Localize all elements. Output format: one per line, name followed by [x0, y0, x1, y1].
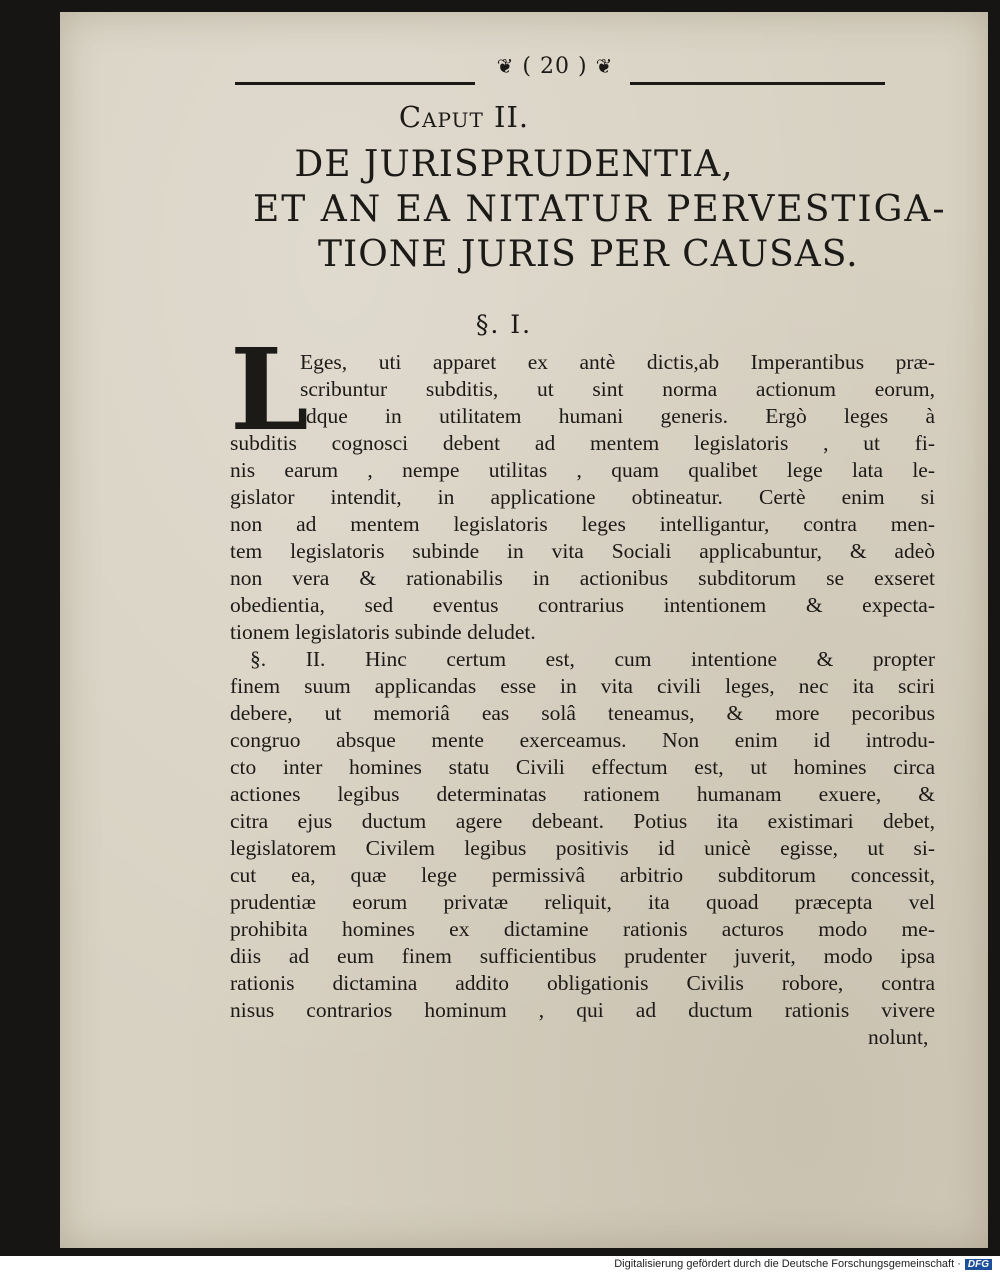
text-line: nis earum , nempe utilitas , quam qualibet lege lata le- — [230, 458, 935, 482]
footer-credit — [614, 1258, 992, 1270]
text-line: debere, ut memoriâ eas solâ teneamus, & more pecoribus — [230, 701, 935, 725]
text-line: tem legislatoris subinde in vita Sociali applicabuntur, & adeò — [230, 539, 935, 563]
text-line: prohibita homines ex dictamine rationis acturos modo me- — [230, 917, 935, 941]
book-page — [60, 12, 988, 1248]
text-line: nisus contrarios hominum , qui ad ductum rationis vivere — [230, 998, 935, 1022]
text-line: non ad mentem legislatoris leges intelligantur, contra men- — [230, 512, 935, 536]
text-line: prudentiæ eorum privatæ reliquit, ita quoad præcepta vel — [230, 890, 935, 914]
footer-text: Digitalisierung gefördert durch die Deutsche Forschungsgemeinschaft · — [614, 1258, 961, 1270]
text-line: actiones legibus determinatas rationem humanam exuere, & — [230, 782, 935, 806]
text-line: congruo absque mente exerceamus. Non enim id introdu- — [230, 728, 935, 752]
chapter-title-line-1: DE JURISPRUDENTIA, — [294, 144, 734, 185]
body-text — [60, 12, 988, 1248]
text-line: subditis cognosci debent ad mentem legislatoris , ut fi- — [230, 431, 935, 455]
text-line: scribuntur subditis, ut sint norma actionum eorum, — [300, 377, 935, 401]
chapter-title-line-2: ET AN EA NITATUR PERVESTIGA- — [253, 189, 947, 230]
text-line: citra ejus ductum agere debeant. Potius ita existimari debet, — [230, 809, 935, 833]
text-line: Eges, uti apparet ex antè dictis,ab Imperantibus præ- — [300, 350, 935, 374]
ornament-right-icon: ❦ — [595, 54, 614, 78]
ornament-left-icon: ❦ — [496, 54, 515, 78]
catchword: nolunt, — [868, 1025, 929, 1049]
chapter-title-line-3: TIONE JURIS PER CAUSAS. — [318, 234, 859, 275]
text-line: legislatorem Civilem legibus positivis id unicè egisse, ut si- — [230, 836, 935, 860]
text-line: tionem legislatoris subinde deludet. — [230, 620, 536, 644]
text-line: idque in utilitatem humani generis. Ergò leges à — [300, 404, 935, 428]
text-line: diis ad eum finem sufficientibus prudenter juverit, modo ipsa — [230, 944, 935, 968]
text-line: obedientia, sed eventus contrarius intentionem & expecta- — [230, 593, 935, 617]
text-line: cut ea, quæ lege permissivâ arbitrio subditorum concessit, — [230, 863, 935, 887]
chapter-label: Caput II. — [398, 100, 530, 134]
text-line: non vera & rationabilis in actionibus subditorum se exseret — [230, 566, 935, 590]
page-number-text: ( 20 ) — [522, 54, 588, 79]
text-line: finem suum applicandas esse in vita civili leges, nec ita sciri — [230, 674, 935, 698]
text-line: cto inter homines statu Civili effectum est, ut homines circa — [230, 755, 935, 779]
text-line: gislator intendit, in applicatione obtineatur. Certè enim si — [230, 485, 935, 509]
drop-cap: L — [230, 325, 309, 456]
section-mark: §. I. — [475, 310, 533, 339]
dfg-logo-icon: DFG — [965, 1259, 992, 1270]
text-line: §. II. Hinc certum est, cum intentione & propter — [250, 647, 935, 671]
text-line: rationis dictamina addito obligationis Civilis robore, contra — [230, 971, 935, 995]
